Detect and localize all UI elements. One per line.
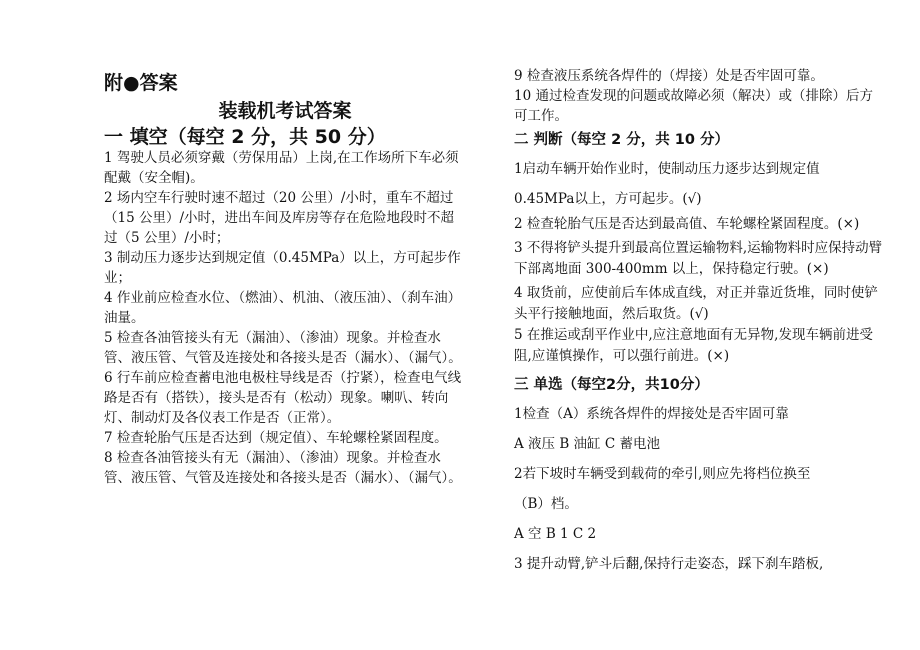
true-false-item: 3 不得将铲头提升到最高位置运输物料,运输物料时应保持动臂下部离地面 300-400mm 以上，保持稳定行驶。(×) <box>514 240 883 277</box>
page-title: 装载机考试答案 <box>218 100 352 122</box>
true-false-item: 0.45MPa以上，方可起步。(√) <box>514 191 702 207</box>
true-false-item: 1启动车辆开始作业时，使制动压力逐步达到规定值 <box>514 161 820 177</box>
fill-blank-item: 4 作业前应检查水位、（燃油）、机油、（液压油）、（刹车油）油量。 <box>104 290 462 326</box>
fill-blank-item: 3 制动压力逐步达到规定值（0.45MPa）以上，方可起步作业； <box>104 250 461 286</box>
right-column-content <box>514 66 886 579</box>
fill-blank-item: 10 通过检查发现的问题或故障必须（解决）或（排除）后方可工作。 <box>514 88 873 124</box>
single-choice-item: 1检查（A）系统各焊件的焊接处是否牢固可靠 <box>514 406 789 422</box>
section-single-choice-heading: 三 单选（每空2分，共10分） <box>514 377 709 393</box>
single-choice-item: 3 提升动臂,铲斗后翻,保持行走姿态，踩下刹车踏板, <box>514 556 824 572</box>
section-fill-blank-heading: 一 填空（每空 2 分，共 50 分） <box>104 126 386 148</box>
true-false-item: 2 检查轮胎气压是否达到最高值、车轮螺栓紧固程度。(×) <box>514 216 860 232</box>
single-choice-item: 2若下坡时车辆受到载荷的牵引,则应先将档位换至 <box>514 466 811 482</box>
fill-blank-item: 2 场内空车行驶时速不超过（20 公里）/小时，重车不超过（15 公里）/小时，进出车间及库房等存在危险地段时不超过（5 公里）/小时； <box>104 190 455 246</box>
true-false-item: 5 在推运或刮平作业中,应注意地面有无异物,发现车辆前进受阻,应谨慎操作，可以强行前进。(×) <box>514 327 873 364</box>
single-choice-option: A 空 B 1 C 2 <box>514 526 597 542</box>
true-false-item: 4 取货前，应使前后车体成直线，对正并靠近货堆，同时使铲头平行接触地面，然后取货。(√) <box>514 285 878 322</box>
appendix-label: 附●答案 <box>104 72 178 94</box>
single-choice-item: （B）档。 <box>514 496 578 512</box>
fill-blank-item: 1 驾驶人员必须穿戴（劳保用品）上岗,在工作场所下车必须配戴（安全帽)。 <box>104 150 459 186</box>
section-true-false-heading: 二 判断（每空 2 分，共 10 分） <box>514 132 730 148</box>
fill-blank-item: 5 检查各油管接头有无（漏油）、（渗油）现象。并检查水管、液压管、气管及连接处和各接头是否（漏水）、（漏气）。 <box>104 330 462 366</box>
single-choice-option: A 液压 B 油缸 C 蓄电池 <box>514 436 660 452</box>
fill-blank-item: 8 检查各油管接头有无（漏油）、（渗油）现象。并检查水管、液压管、气管及连接处和各接头是否（漏水）、（漏气）。 <box>104 450 462 486</box>
fill-blank-item: 9 检查液压系统各焊件的（焊接）处是否牢固可靠。 <box>514 68 824 84</box>
fill-blank-list <box>104 148 466 488</box>
fill-blank-item: 6 行车前应检查蓄电池电极柱导线是否（拧紧），检查电气线路是否有（搭铁），接头是否有（松动）现象。喇叭、转向灯、制动灯及各仪表工作是否（正常）。 <box>104 370 462 426</box>
fill-blank-item: 7 检查轮胎气压是否达到（规定值）、车轮螺栓紧固程度。 <box>104 430 448 446</box>
